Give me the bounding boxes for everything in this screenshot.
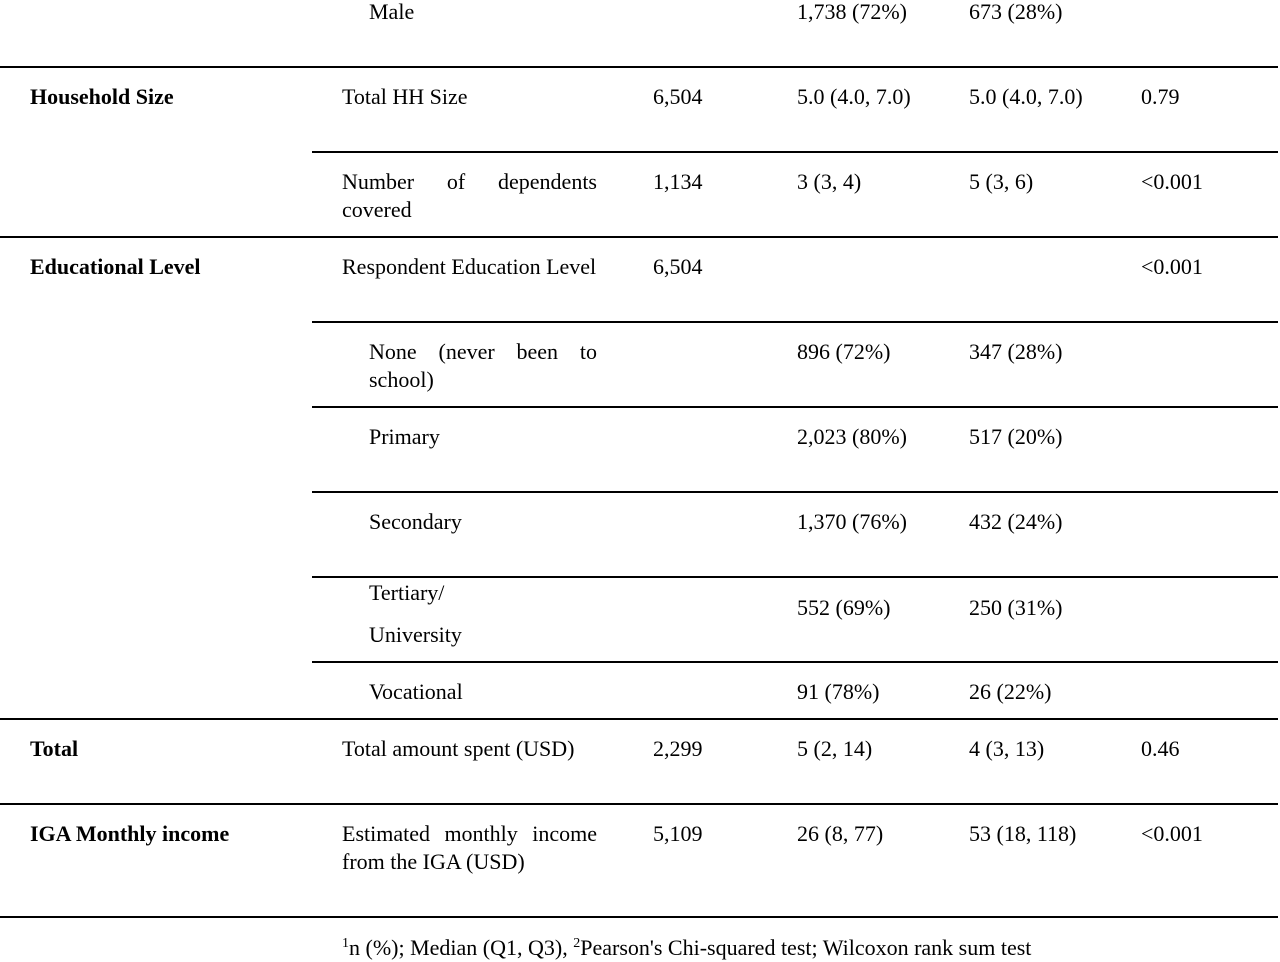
- row-iga-income-n: 5,109: [653, 821, 703, 846]
- row-secondary-label: Secondary: [369, 509, 462, 534]
- row-male-label: Male: [369, 0, 415, 24]
- footnote-text-1: n (%); Median (Q1, Q3),: [349, 935, 574, 960]
- row-male-group2: 673 (28%): [969, 0, 1063, 24]
- row-secondary-group2: 432 (24%): [969, 509, 1063, 534]
- row-male-group1: 1,738 (72%): [797, 0, 907, 24]
- row-total-spent-group2: 4 (3, 13): [969, 736, 1045, 761]
- row-total-spent-p: 0.46: [1141, 736, 1180, 761]
- table-divider: [0, 803, 1278, 805]
- row-total-spent-n: 2,299: [653, 736, 703, 761]
- row-vocational-group1: 91 (78%): [797, 679, 880, 704]
- footnote-text-2: Pearson's Chi-squared test; Wilcoxon rank sum test: [580, 935, 1032, 960]
- row-iga-income-group1: 26 (8, 77): [797, 821, 884, 846]
- category-total: Total: [30, 736, 79, 761]
- row-tertiary-group2: 250 (31%): [969, 595, 1063, 620]
- row-vocational-group2: 26 (22%): [969, 679, 1052, 704]
- row-tertiary-group1: 552 (69%): [797, 595, 891, 620]
- row-vocational-label: Vocational: [369, 679, 463, 704]
- row-primary-group2: 517 (20%): [969, 424, 1063, 449]
- table-divider: [0, 718, 1278, 720]
- row-dependents-n: 1,134: [653, 169, 703, 194]
- row-dependents-group2: 5 (3, 6): [969, 169, 1034, 194]
- row-dependents-label: Number of dependents covered: [342, 169, 597, 222]
- category-educational-level: Educational Level: [30, 254, 201, 279]
- row-tertiary-label: [369, 572, 597, 656]
- row-tertiary-label-line1: Tertiary/: [369, 580, 445, 605]
- table-divider: [0, 236, 1278, 238]
- row-respondent-education-p: <0.001: [1141, 254, 1203, 279]
- table-divider: [312, 151, 1278, 153]
- table-divider: [0, 66, 1278, 68]
- row-respondent-education-label: Respondent Education Level: [342, 254, 597, 279]
- row-total-spent-label: Total amount spent (USD): [342, 736, 575, 761]
- table-divider: [0, 916, 1278, 918]
- table-divider: [312, 321, 1278, 323]
- category-iga-monthly-income: IGA Monthly income: [30, 821, 230, 846]
- row-dependents-p: <0.001: [1141, 169, 1203, 194]
- category-household-size: Household Size: [30, 84, 174, 109]
- row-none-group1: 896 (72%): [797, 339, 891, 364]
- row-iga-income-group2: 53 (18, 118): [969, 821, 1077, 846]
- row-iga-income-p: <0.001: [1141, 821, 1203, 846]
- row-total-spent-group1: 5 (2, 14): [797, 736, 873, 761]
- row-total-hh-size-n: 6,504: [653, 84, 703, 109]
- row-total-hh-size-label: Total HH Size: [342, 84, 468, 109]
- row-total-hh-size-group2: 5.0 (4.0, 7.0): [969, 84, 1083, 109]
- row-dependents-group1: 3 (3, 4): [797, 169, 862, 194]
- row-none-label: None (never been to school): [369, 339, 597, 392]
- row-primary-group1: 2,023 (80%): [797, 424, 907, 449]
- table-divider: [312, 491, 1278, 493]
- footnote-sup-2: 2: [573, 936, 581, 951]
- footnote-sup-1: 1: [342, 936, 349, 951]
- row-primary-label: Primary: [369, 424, 440, 449]
- row-tertiary-label-line2: University: [369, 622, 462, 647]
- row-iga-income-label: Estimated monthly income from the IGA (USD): [342, 821, 597, 874]
- table-footnote: [342, 934, 1031, 962]
- row-respondent-education-n: 6,504: [653, 254, 703, 279]
- row-none-group2: 347 (28%): [969, 339, 1063, 364]
- table-divider: [312, 661, 1278, 663]
- table-divider: [312, 406, 1278, 408]
- row-total-hh-size-group1: 5.0 (4.0, 7.0): [797, 84, 911, 109]
- row-secondary-group1: 1,370 (76%): [797, 509, 907, 534]
- row-total-hh-size-p: 0.79: [1141, 84, 1180, 109]
